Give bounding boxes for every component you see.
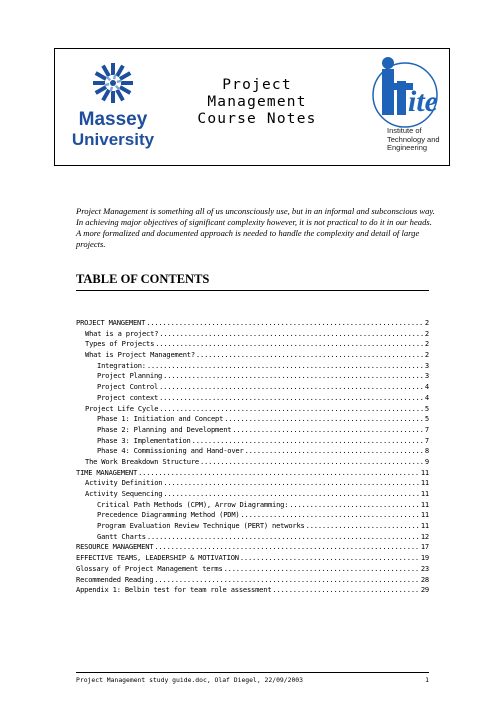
toc-entry-page: 2 (424, 328, 429, 338)
toc-entry-page: 7 (424, 435, 429, 445)
toc-entry-page: 5 (424, 414, 429, 424)
toc-leader-dots (245, 446, 424, 455)
toc-leader-dots (159, 382, 424, 391)
ite-logo-icon (373, 57, 438, 127)
ite-logo-mark: ite (408, 85, 438, 118)
toc-entry[interactable] (76, 564, 429, 575)
toc-leader-dots (146, 318, 424, 327)
toc-entry[interactable] (76, 382, 429, 393)
toc-leader-dots (154, 542, 419, 551)
toc-entry-page: 17 (420, 542, 429, 552)
toc-entry-label: Activity Definition (85, 478, 163, 488)
toc-entry-label: Project context (97, 392, 159, 402)
toc-entry-page: 11 (420, 510, 429, 520)
toc-entry-page: 2 (424, 318, 429, 327)
toc-entry[interactable] (76, 404, 429, 415)
toc-entry-label: Project Planning (97, 371, 163, 381)
title-line-2: Management (207, 94, 307, 110)
toc-entry[interactable] (76, 436, 429, 447)
ite-logo-caption (387, 127, 449, 153)
toc-entry-page: 11 (420, 489, 429, 498)
toc-entry-label: Recommended Reading (76, 574, 154, 584)
toc-entry[interactable] (76, 457, 429, 468)
toc-leader-dots (272, 585, 419, 594)
toc-leader-dots (159, 404, 424, 413)
toc-entry-label: Integration: (97, 360, 146, 370)
toc-entry[interactable] (76, 500, 429, 511)
footer-filename: Project Management study guide.doc, Olaf Diegel, 22/09/2003 (76, 676, 304, 684)
toc-entry-label: Project Control (97, 382, 159, 392)
toc-leader-dots (159, 393, 424, 402)
toc-entry-page: 9 (424, 456, 429, 466)
toc-leader-dots (224, 564, 420, 573)
toc-entry-label: Glossary of Project Management terms (76, 563, 223, 573)
toc-entry[interactable] (76, 329, 429, 340)
toc-leader-dots (147, 361, 424, 370)
toc-leader-dots (196, 350, 424, 359)
toc-leader-dots (154, 575, 419, 584)
toc-leader-dots (232, 425, 424, 434)
toc-entry[interactable] (76, 371, 429, 382)
ite-caption-line-3: Engineering (387, 143, 428, 153)
toc-entry[interactable] (76, 361, 429, 372)
massey-logo-line1: Massey (78, 109, 148, 130)
toc-entry-page: 4 (424, 392, 429, 402)
toc-entry-label: PROJECT MANGEMENT (76, 318, 146, 327)
toc-entry[interactable] (76, 553, 429, 564)
toc-leader-dots (163, 478, 419, 487)
footer-page-number: 1 (425, 676, 429, 684)
toc-entry-page: 3 (424, 360, 429, 370)
intro-paragraph: Project Management is something all of us unconsciously use, but in an informal and subconscious way. In achieving major objectives of significant complexity however, it is not practical to do it in our heads. A more formalized and documented approach is needed to handle the complexity and detail of large projects. (76, 205, 435, 249)
toc-entry-label: RESOURCE MANAGEMENT (76, 542, 154, 552)
toc-entry-page: 3 (424, 371, 429, 381)
toc-entry-page: 11 (420, 521, 429, 531)
toc-entry[interactable] (76, 575, 429, 586)
toc-entry-page: 11 (420, 478, 429, 488)
massey-logo-line2: University (71, 130, 155, 149)
toc-entry-label: Gantt Charts (97, 531, 146, 541)
toc-entry-page: 12 (420, 531, 429, 541)
toc-entry-label: Types of Projects (85, 339, 155, 349)
toc-entry-label: EFFECTIVE TEAMS, LEADERSHIP & MOTIVATION (76, 553, 239, 563)
toc-entry[interactable] (76, 339, 429, 350)
toc-leader-dots (200, 457, 424, 466)
title-banner (54, 48, 450, 166)
toc-leader-dots (240, 553, 420, 562)
toc-entry[interactable] (76, 318, 429, 329)
toc-entry-page: 28 (420, 574, 429, 584)
toc-leader-dots (163, 371, 424, 380)
toc-entry-page: 8 (424, 446, 429, 456)
title-line-1: Project (222, 77, 292, 93)
toc-leader-dots (240, 510, 419, 519)
toc-entry-label: Critical Path Methods (CPM), Arrow Diagramming: (97, 499, 289, 509)
toc-entry[interactable] (76, 350, 429, 361)
toc-entry[interactable] (76, 393, 429, 404)
toc-entry[interactable] (76, 468, 429, 479)
toc-leader-dots (224, 414, 424, 423)
toc-entry[interactable] (76, 414, 429, 425)
toc-leader-dots (306, 521, 420, 530)
toc-entry-page: 2 (424, 350, 429, 360)
toc-heading: TABLE OF CONTENTS (76, 272, 429, 291)
toc-entry-label: What is a project? (85, 328, 159, 338)
toc-entry-label: Phase 3: Implementation (97, 435, 191, 445)
toc-leader-dots (289, 500, 420, 509)
toc-entry-page: 19 (420, 553, 429, 563)
page-footer (76, 676, 429, 684)
toc-leader-dots (138, 468, 420, 477)
massey-crest-icon (93, 63, 133, 103)
toc-entry[interactable] (76, 521, 429, 532)
toc-entry[interactable] (76, 585, 429, 596)
toc-entry-label: Project Life Cycle (85, 403, 159, 413)
toc-entry-label: Precedence Diagramming Method (PDM) (97, 510, 240, 520)
toc-entry-label: Appendix 1: Belbin test for team role assessment (76, 585, 272, 595)
toc-entry[interactable] (76, 542, 429, 553)
toc-entry-page: 7 (424, 424, 429, 434)
toc-entry[interactable] (76, 425, 429, 436)
toc-entry-page: 2 (424, 339, 429, 349)
toc-leader-dots (147, 532, 420, 541)
toc-entry[interactable] (76, 478, 429, 489)
toc-list (76, 318, 429, 596)
toc-entry-label: What is Project Management? (85, 350, 195, 360)
toc-leader-dots (163, 489, 419, 498)
toc-leader-dots (155, 339, 424, 348)
massey-university-logo (63, 59, 163, 155)
toc-entry-label: Program Evaluation Review Technique (PERT) networks (97, 521, 305, 531)
toc-entry-page: 11 (420, 467, 429, 477)
ite-caption-line-2: Technology and (387, 134, 440, 144)
toc-entry-label: TIME MANAGEMENT (76, 467, 138, 477)
title-line-3: Course Notes (197, 111, 317, 127)
toc-entry-page: 29 (420, 585, 429, 595)
document-title (167, 77, 347, 128)
toc-entry-label: Phase 1: Initiation and Concept (97, 414, 224, 424)
toc-leader-dots (159, 329, 424, 338)
toc-entry-label: Phase 4: Commissioning and Hand-over (97, 446, 244, 456)
toc-entry[interactable] (76, 532, 429, 543)
toc-entry-page: 4 (424, 382, 429, 392)
toc-entry-label: Phase 2: Planning and Development (97, 424, 232, 434)
toc-entry-label: Activity Sequencing (85, 489, 163, 498)
toc-entry-page: 11 (420, 499, 429, 509)
toc-entry-label: The Work Breakdown Structure (85, 456, 199, 466)
footer-divider (76, 672, 429, 673)
toc-entry[interactable] (76, 489, 429, 500)
toc-leader-dots (192, 436, 424, 445)
ite-caption-line-1: Institute of (387, 126, 422, 135)
toc-entry-page: 23 (420, 563, 429, 573)
toc-entry-page: 5 (424, 403, 429, 413)
toc-entry[interactable] (76, 446, 429, 457)
toc-entry[interactable] (76, 510, 429, 521)
